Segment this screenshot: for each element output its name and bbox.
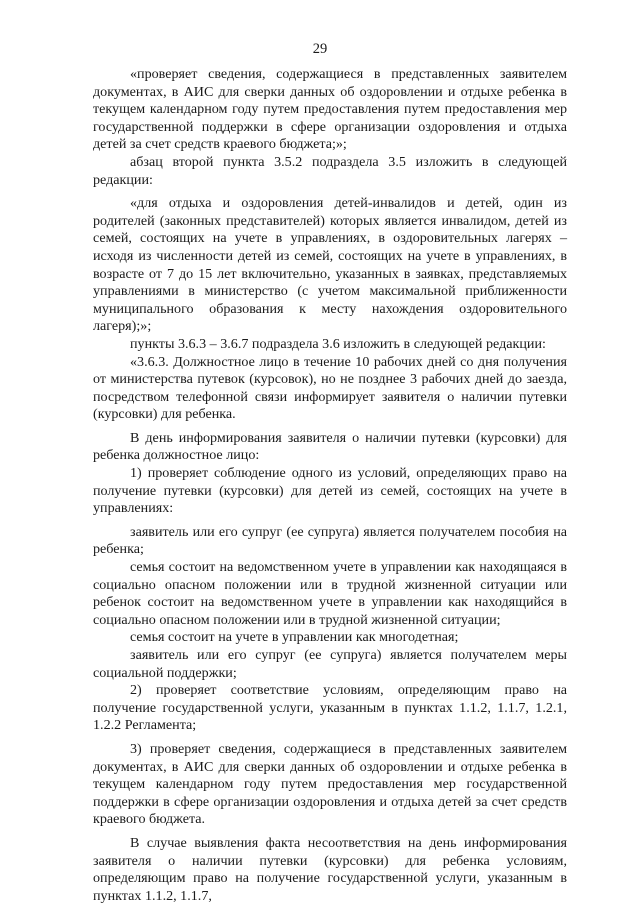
paragraph-amendment-3-5-2: абзац второй пункта 3.5.2 подраздела 3.5 изложить в следующей редакции: [93,153,567,188]
document-body [93,66,567,905]
page-number: 29 [312,41,328,57]
list-item-2: 2) проверяет соответствие условиям, определяющим право на получение государственной услуги, указанным в пунктах 1.1.2, 1.1.7, 1.2.1, 1.2.2 Регламента; [93,682,567,734]
paragraph-quote-recreation: «для отдыха и оздоровления детей-инвалидов и детей, один из родителей (законных представителей) которых является инвалидом, детей из семей, состоящих на учете в управлениях, в оздоровительных лагерях – исходя из численности детей из семей, состоящих на учете в управлениях, в возрасте от 7 до 15 лет включительно, указанных в заявках, представляемых управлениями в министерство (с учетом максимальной приближенности муниципального образования к месту нахождения оздоровительного лагеря);»; [93,195,567,335]
list-item-1: 1) проверяет соблюдение одного из условий, определяющих право на получение путевки (курсовки) для детей из семей, состоящих на учете в управлениях: [93,465,567,517]
paragraph-informing-day: В день информирования заявителя о наличии путевки (курсовки) для ребенка должностное лицо: [93,429,567,464]
paragraph-mismatch: В случае выявления факта несоответствия на день информирования заявителя о наличии путевки (курсовки) для ребенка условиям, определяющим право на получение государственной услуги, указанным в пунктах 1.1.2, 1.1.7, [93,834,567,904]
condition-allowance: заявитель или его супруг (ее супруга) является получателем пособия на ребенка; [93,523,567,558]
condition-large-family: семья состоит на учете в управлении как многодетная; [130,629,459,646]
paragraph-quote-verification: «проверяет сведения, содержащиеся в представленных заявителем документах, в АИС для сверки данных об оздоровлении и отдыхе ребенка в текущем календарном году путем предоставления путем предоставления мер государственной поддержки в сфере организации оздоровления и отдыха детей за счет средств краевого бюджета;»; [93,66,567,153]
paragraph-amendment-3-6: пункты 3.6.3 – 3.6.7 подраздела 3.6 изложить в следующей редакции: [130,335,546,352]
condition-social-support: заявитель или его супруг (ее супруга) является получателем меры социальной поддержки; [93,647,567,681]
list-item-3: 3) проверяет сведения, содержащиеся в представленных заявителем документах, в АИС для сверки данных об оздоровлении и отдыхе ребенка в текущем календарном году путем предоставления мер государственной поддержки в сфере организации оздоровления и отдыха детей за счет средств краевого бюджета. [93,740,567,828]
paragraph-3-6-3: «3.6.3. Должностное лицо в течение 10 рабочих дней со дня получения от министерства путевок (курсовок), но не позднее 3 рабочих дней до заезда, посредством телефонной связи информирует заявителя о наличии путевки (курсовки) для ребенка. [93,353,567,423]
condition-social-danger: семья состоит на ведомственном учете в управлении как находящаяся в социально опасном положении или в трудной жизненной ситуации или ребенок состоит на ведомственном учете в управлении как находящийся в социально опасном положении или в трудной жизненной ситуации; [93,559,567,628]
